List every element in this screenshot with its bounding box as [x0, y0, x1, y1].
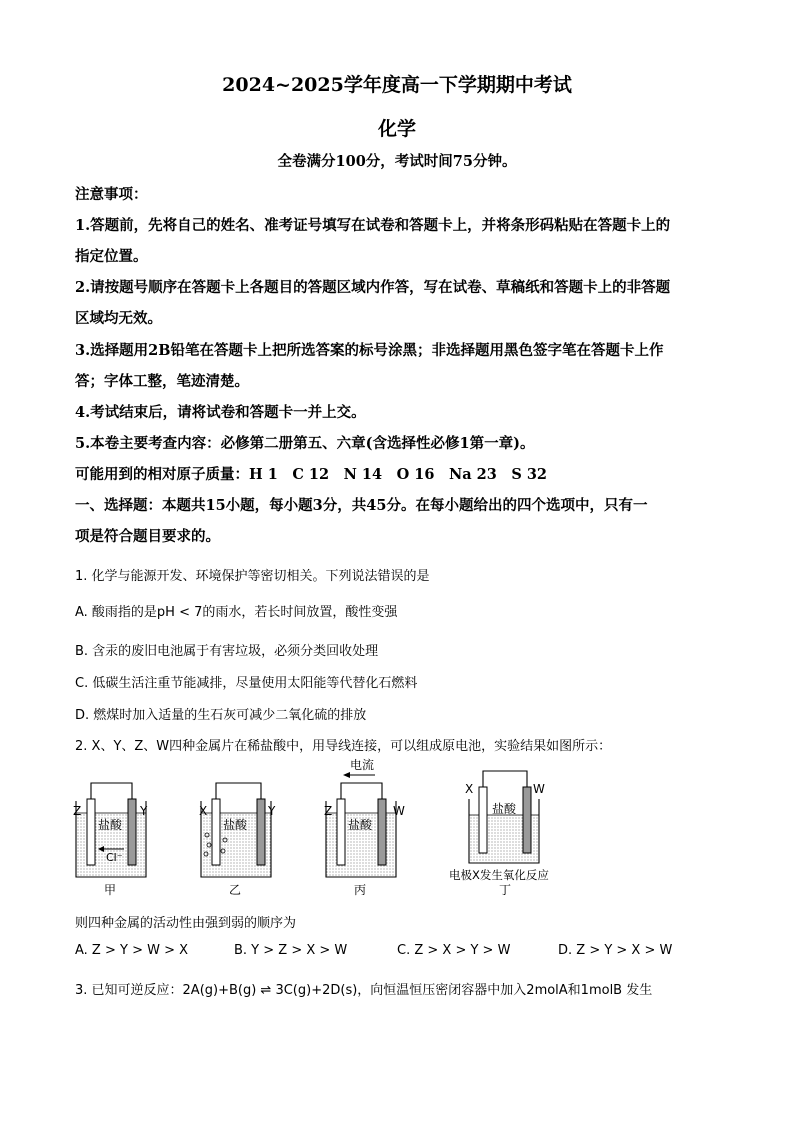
exam-title: 2024~2025学年度高一下学期期中考试 [222, 74, 572, 96]
electrode-right-label: W [393, 804, 405, 818]
caption-jia: 甲 [104, 883, 117, 897]
electrode-left [479, 787, 487, 853]
atomic-masses: 可能用到的相对原子质量：H 1 C 12 N 14 O 16 Na 23 S 32 [75, 466, 548, 483]
notice-line: 1.答题前，先将自己的姓名、准考证号填写在试卷和答题卡上，并将条形码粘贴在答题卡上的 [75, 217, 671, 234]
electrode-left-label: Z [73, 804, 82, 818]
cell-jia [73, 783, 148, 897]
q2-option-c: C. Z > X > Y > W [397, 943, 511, 958]
electrode-left-label: X [199, 804, 208, 818]
q1-option-d: D. 燃煤时加入适量的生石灰可减少二氧化硫的排放 [75, 708, 367, 723]
wire [91, 783, 132, 799]
electrode-left-label: X [465, 782, 474, 796]
electrode-left [212, 799, 220, 865]
notice-line: 指定位置。 [75, 248, 148, 265]
notice-line: 3.选择题用2B铅笔在答题卡上把所选答案的标号涂黑；非选择题用黑色签字笔在答题卡上作 [75, 342, 664, 359]
acid-label: 盐酸 [492, 802, 517, 816]
q1-option-a: A. 酸雨指的是pH < 7的雨水，若长时间放置，酸性变强 [75, 605, 398, 620]
electrode-right-label: Y [140, 804, 148, 818]
wire [341, 783, 382, 799]
q2-option-d: D. Z > Y > X > W [558, 943, 673, 958]
acid-label: 盐酸 [98, 818, 123, 832]
wire [483, 771, 527, 787]
exam-info: 全卷满分100分，考试时间75分钟。 [277, 153, 517, 170]
cell-ding [449, 771, 549, 897]
ion-label: Cl⁻ [106, 851, 123, 864]
q2-option-a: A. Z > Y > W > X [75, 943, 189, 958]
electrode-left [87, 799, 95, 865]
acid-label: 盐酸 [223, 818, 248, 832]
electrode-right [523, 787, 531, 853]
q2-stem: 2. X、Y、Z、W四种金属片在稀盐酸中，用导线连接，可以组成原电池，实验结果如图所示： [75, 739, 612, 754]
notice-line: 4.考试结束后，请将试卷和答题卡一并上交。 [75, 404, 366, 421]
q2-option-b: B. Y > Z > X > W [234, 943, 348, 958]
electrode-right-label: W [533, 782, 545, 796]
electrode-left-label: Z [324, 804, 333, 818]
acid-label: 盐酸 [348, 818, 373, 832]
notice-line: 区域均无效。 [75, 310, 162, 327]
notice-heading: 注意事项： [75, 186, 148, 203]
notice-line: 5.本卷主要考查内容：必修第二册第五、六章(含选择性必修1第一章)。 [75, 435, 535, 452]
q1-option-c: C. 低碳生活注重节能减排，尽量使用太阳能等代替化石燃料 [75, 676, 418, 691]
electrode-right [128, 799, 136, 865]
q2-question: 则四种金属的活动性由强到弱的顺序为 [75, 916, 297, 931]
electrode-right [257, 799, 265, 865]
caption-yi: 乙 [229, 883, 242, 897]
caption-bing: 丙 [354, 883, 367, 897]
notice-line: 答；字体工整，笔迹清楚。 [75, 373, 249, 390]
cell-yi [199, 783, 276, 897]
section-heading-cont: 项是符合题目要求的。 [75, 528, 220, 545]
electrode-right [378, 799, 386, 865]
q1-option-b: B. 含汞的废旧电池属于有害垃圾，必须分类回收处理 [75, 644, 379, 659]
subject-title: 化学 [377, 118, 416, 140]
notice-line: 2.请按题号顺序在答题卡上各题目的答题区域内作答，写在试卷、草稿纸和答题卡上的非答题 [75, 279, 671, 296]
section-heading: 一、选择题：本题共15小题，每小题3分，共45分。在每小题给出的四个选项中，只有一 [75, 497, 648, 514]
q1-stem: 1. 化学与能源开发、环境保护等密切相关。下列说法错误的是 [75, 569, 430, 584]
ding-note: 电极X发生氧化反应 [449, 868, 549, 882]
q3-stem: 3. 已知可逆反应：2A(g)+B(g) ⇌ 3C(g)+2D(s)，向恒温恒压密闭容器中加入2molA和1molB 发生 [75, 983, 653, 998]
galvanic-cells-figure [62, 757, 582, 905]
caption-ding: 丁 [499, 883, 512, 897]
wire [216, 783, 261, 799]
cell-bing [324, 757, 405, 897]
electrode-left [337, 799, 345, 865]
current-label: 电流 [350, 758, 375, 772]
electrode-right-label: Y [268, 804, 276, 818]
